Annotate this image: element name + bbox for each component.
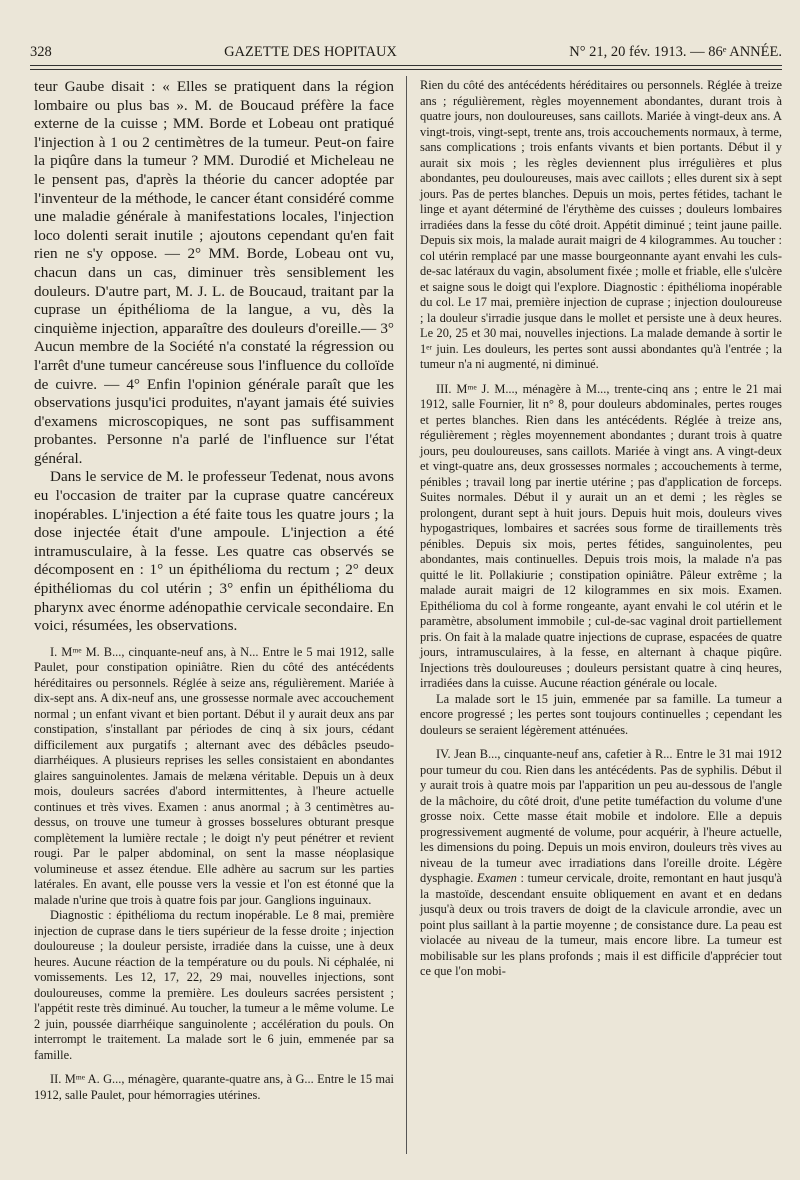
right-column xyxy=(420,78,782,980)
observation-1-diagnosis: Diagnostic : épithélioma du rectum inopérable. Le 8 mai, première injection de cuprase dans le tiers supérieur de la fesse droite ; injection douloureuse ; la douleur persiste, irradiée dans la cuisse, une à deux heures. Aucune réaction de la température ou du pouls. Ni céphalée, ni vomissements. Les 12, 17, 22, 29 mai, nouvelles injections, sont douloureuses, comme la première. Les douleurs sacrées persistent ; l'appétit reste très diminué. Au toucher, la tumeur a le même volume. Le 2 juin, poussée diarrhéique sanguinolente ; accélération du pouls. On interrompt le traitement. La malade sort le 6 juin, emmenée par sa famille. xyxy=(34,908,394,1062)
observation-3-text: III. Mᵐᵉ J. M..., ménagère à M..., trente-cinq ans ; entre le 21 mai 1912, salle Fournier, lit n° 8, pour douleurs abdominales, pertes rouges et pertes blanches. Rien dans les antécédents. Réglée à treize ans, régulièrement ; règles moyennement abondantes ; durant trois à quatre jours, peu douloureuses, sans caillots. Mariée à vingt ans. A vingt-deux et vingt-quatre ans, deux grossesses normales ; accouchements à terme, pénibles ; travail long par inertie utérine ; pas d'application de forceps. Suites normales. Début il y aurait un an et demi ; les règles se prolongent, durant sept à huit jours. Depuis huit mois, douleurs vives hypogastriques, lombaires et sacrées sous forme de tiraillements très pénibles. Depuis six mois, pertes fétides, sanguinolentes, peu abondantes, mais continuelles. Depuis trois mois, la malade n'a pas quitté le lit. Pollakiurie ; constipation opiniâtre. Pâleur extrême ; la malade aurait maigri de 12 kilogrammes en six mois. Examen. Epithélioma du col à forme rongeante, ayant envahi le col utérin et le paramètre, absolument immobile ; cul-de-sac vaginal droit partiellement pris. On fait à la malade quatre injections de cuprase, espacées de quatre jours, intramusculaires, à la fesse, en alternant à chaque piqûre. Injections très douloureuses ; douleurs persistant quatre à cinq heures, irradiées dans la cuisse. Aucune réaction générale ou locale. xyxy=(420,381,782,690)
paragraph-intro-1: teur Gaube disait : « Elles se pratiquent dans la région lombaire ou plus bas ». M. de Boucaud préfère la face externe de la cuisse ; MM. Borde et Lobeau ont pratiqué l'injection à 1 ou 2 centimètres de la tumeur. Peut-on faire la piqûre dans la tumeur ? MM. Durodié et Micheleau ne le pensent pas, d'après la théorie du cancer adoptée par l'inventeur de la méthode, le cancer étant considéré comme une maladie générale à manifestations locales, l'injection loco dolenti serait inutile ; ajoutons cependant qu'en fait rien ne s'y oppose. — 2° MM. Borde, Lobeau ont vu, chacun dans un cas, diminuer très sensiblement les douleurs. D'autre part, M. J. L. de Boucaud, traitant par la cuprase un épithélioma de la langue, a vu, dès la cinquième injection, apparaître des douleurs d'oreille.— 3° Aucun membre de la Société n'a constaté la régression ou l'arrêt d'une tumeur cancéreuse sous l'influence du colloïde de cuivre. — 4° Enfin l'opinion générale paraît que les observations jusqu'ici produites, n'ayant jamais été suivies d'examens microscopiques, ne sont pas suffisamment probantes. Personne n'a parlé de l'influence sur l'état général. xyxy=(34,78,394,467)
observation-2-start: II. Mᵐᵉ A. G..., ménagère, quarante-quatre ans, à G... Entre le 15 mai 1912, salle Paulet, pour hémorragies utérines. xyxy=(34,1072,394,1102)
observation-4-text xyxy=(420,747,782,980)
column-divider xyxy=(406,76,407,1154)
header-rule-top xyxy=(30,65,782,66)
page-header xyxy=(30,40,782,64)
header-rule-bottom xyxy=(30,69,782,70)
observation-3-outcome: La malade sort le 15 juin, emmenée par sa famille. La tumeur a encore progressé ; les pertes sont toujours continuelles ; cependant les douleurs se seraient légèrement atténuées. xyxy=(420,691,782,737)
observation-2-continued: Rien du côté des antécédents héréditaires ou personnels. Réglée à treize ans ; régulièrement, règles moyennement abondantes, durant trois à quatre jours, non douloureuses, sans caillots. Mariée à vingt-deux ans. A vingt-trois, vingt-sept, trente ans, trois accouchements normaux, à terme, sans complications ; trois enfants vivants et bien portants. Début il y aurait six mois ; les règles deviennent plus irrégulières et plus abondantes, peu douloureuses, mais avec caillots ; elles durent six à sept jours. Pas de pertes blanches. Depuis un mois, pertes fétides, tachant le linge et ayant déterminé de l'érythème des cuisses ; douleurs lombaires irradiées dans la fesse du côté droit. Appétit diminué ; teint jaune paille. Depuis six mois, la malade aurait maigri de 4 kilogrammes. Au toucher : col utérin remplacé par une masse bourgeonnante ayant envahi les culs-de-sac latéraux du vagin, absolument fixée ; molle et friable, elle s'ulcère et saigne sous le doigt qui l'explore. Diagnostic : épithélioma inopérable du col. Le 17 mai, première injection de cuprase ; injection douloureuse ; la douleur s'irradie jusque dans le mollet et persiste une à deux heures. Le 20, 25 et 30 mai, nouvelles injections. La malade demande à sortir le 1ᵉʳ juin. Les douleurs, les pertes sont aussi abondantes qu'à l'entrée ; la tumeur n'a ni augmenté, ni diminué. xyxy=(420,78,782,371)
left-column xyxy=(34,78,394,1103)
journal-title: GAZETTE DES HOPITAUX xyxy=(224,43,397,60)
observation-1-text: I. Mᵐᵉ M. B..., cinquante-neuf ans, à N... Entre le 5 mai 1912, salle Paulet, pour constipation opiniâtre. Rien du côté des antécédents héréditaires ou personnels. Réglée à seize ans, régulièrement. Mariée à dix-sept ans. A dix-neuf ans, une grossesse normale avec accouchement normal ; un enfant vivant et bien portant. Début il y aurait deux ans par constipation, s'installant par périodes de cinq à six jours, cédant difficilement aux purgatifs ; alternant avec des débâcles pseudo-diarrhéiques. A plusieurs reprises les selles consistaient en abondantes glaires sanguinolentes. Jamais de melæna véritable. Depuis un à deux mois, douleurs sacrées d'abord intermittentes, à l'heure actuelle continues et très vives. Examen : anus anormal ; à 3 centimètres au-dessus, on trouve une tumeur à grosses bosselures obturant presque complètement la lumière rectale ; le doigt n'y peut pénétrer et revient rougi. Par le palper abdominal, on sent la masse néoplasique volumineuse et assez étendue. Elle adhère au sacrum sur les parties latérales. En avant, elle pousse vers la vessie et l'on est étonné que la malade n'urine que trois à quatre fois par jour. Ganglions inguinaux. xyxy=(34,644,394,907)
observation-4-examen: : tumeur cervicale, droite, remontant en haut jusqu'à la mastoïde, descendant ensuite obliquement en avant et en dedans jusqu'à deux ou trois travers de doigt de la clavicule arrondie, avec un point plus saillant à la partie moyenne ; de consistance dure. La peau est violacée au niveau de la tumeur, mais encore libre. La tumeur est mobilisable sur les plans profonds ; mais il est difficile d'apprécier tout ce que l'on mobi- xyxy=(420,871,782,978)
observation-4-history: IV. Jean B..., cinquante-neuf ans, cafetier à R... Entre le 31 mai 1912 pour tumeur du cou. Rien dans les antécédents. Pas de syphilis. Début il y aurait trois à quatre mois par l'apparition un peu au-dessous de l'angle de la mâchoire, du côté droit, d'une petite tuméfaction du volume d'une grosse noix. Cette masse était mobile et indolore. Elle a depuis progressivement augmenté de volume, pour acquérir, à l'heure actuelle, les dimensions du poing. Depuis un mois environ, douleurs très vives au niveau de la tumeur avec irradiations dans l'oreille droite. Légère dysphagie. xyxy=(420,747,782,885)
examen-label: Examen xyxy=(476,871,517,885)
page-number: 328 xyxy=(30,43,52,60)
issue-info: N° 21, 20 fév. 1913. — 86ᵉ ANNÉE. xyxy=(569,43,782,60)
paragraph-intro-2: Dans le service de M. le professeur Tedenat, nous avons eu l'occasion de traiter par la cuprase quatre cancéreux inopérables. L'injection a été faite tous les quatre jours ; la dose injectée était d'une ampoule. L'injection a été intramusculaire, à la fesse. Les quatre cas observés se décomposent en : 1° un épithélioma du rectum ; 2° deux épithéliomas du col utérin ; 3° enfin un épithélioma du pharynx avec énorme adénopathie cervicale secondaire. En voici, résumées, les observations. xyxy=(34,468,394,635)
